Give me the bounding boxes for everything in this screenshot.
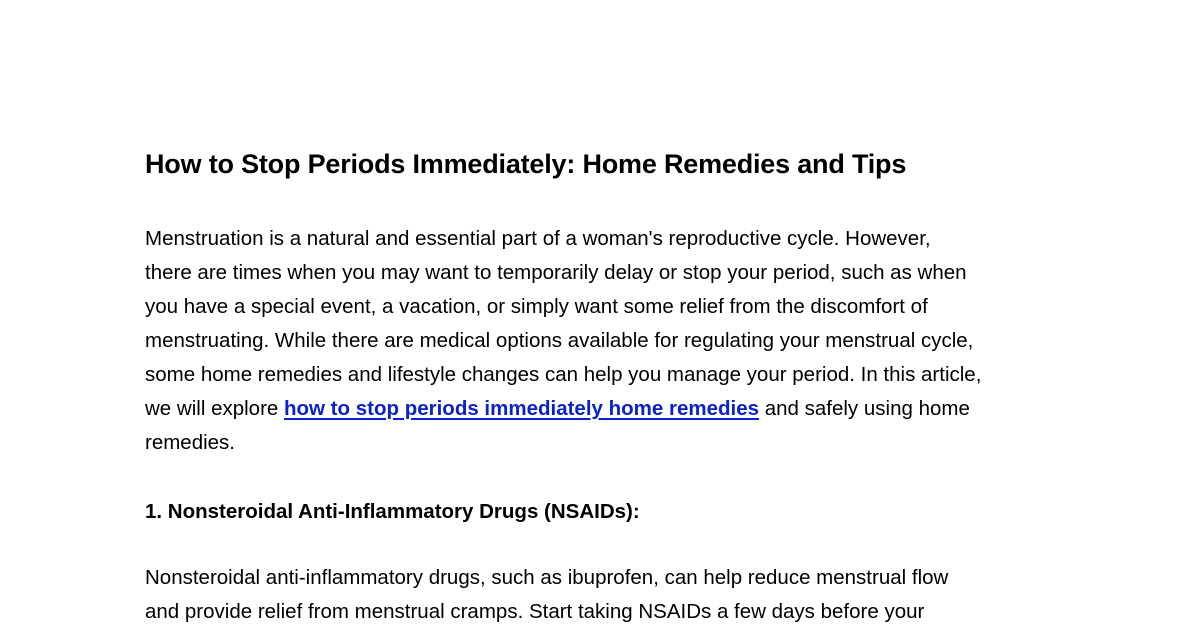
intro-line: Menstruation is a natural and essential part of a woman's reproductive cycle. However,: [145, 227, 931, 250]
intro-paragraph: [145, 222, 1065, 460]
intro-line: remedies.: [145, 431, 236, 454]
intro-text-before-link: we will explore: [145, 397, 284, 420]
remedies-link[interactable]: how to stop periods immediately home remedies: [284, 397, 760, 420]
nsaids-paragraph: [145, 561, 1065, 629]
intro-line: menstruating. While there are medical options available for regulating your menstrual cycle,: [145, 329, 974, 352]
nsaids-line: Nonsteroidal anti-inflammatory drugs, such as ibuprofen, can help reduce menstrual flow: [145, 566, 949, 589]
intro-line: there are times when you may want to temporarily delay or stop your period, such as when: [145, 261, 967, 284]
page-title: How to Stop Periods Immediately: Home Remedies and Tips: [145, 149, 907, 179]
intro-line-with-link: [145, 392, 1065, 426]
intro-line: you have a special event, a vacation, or simply want some relief from the discomfort of: [145, 295, 928, 318]
nsaids-line: and provide relief from menstrual cramps. Start taking NSAIDs a few days before your: [145, 600, 925, 623]
intro-text-after-link: and safely using home: [759, 397, 970, 420]
section-heading-nsaids: 1. Nonsteroidal Anti-Inflammatory Drugs (NSAIDs):: [145, 500, 640, 523]
intro-line: some home remedies and lifestyle changes can help you manage your period. In this article,: [145, 363, 982, 386]
